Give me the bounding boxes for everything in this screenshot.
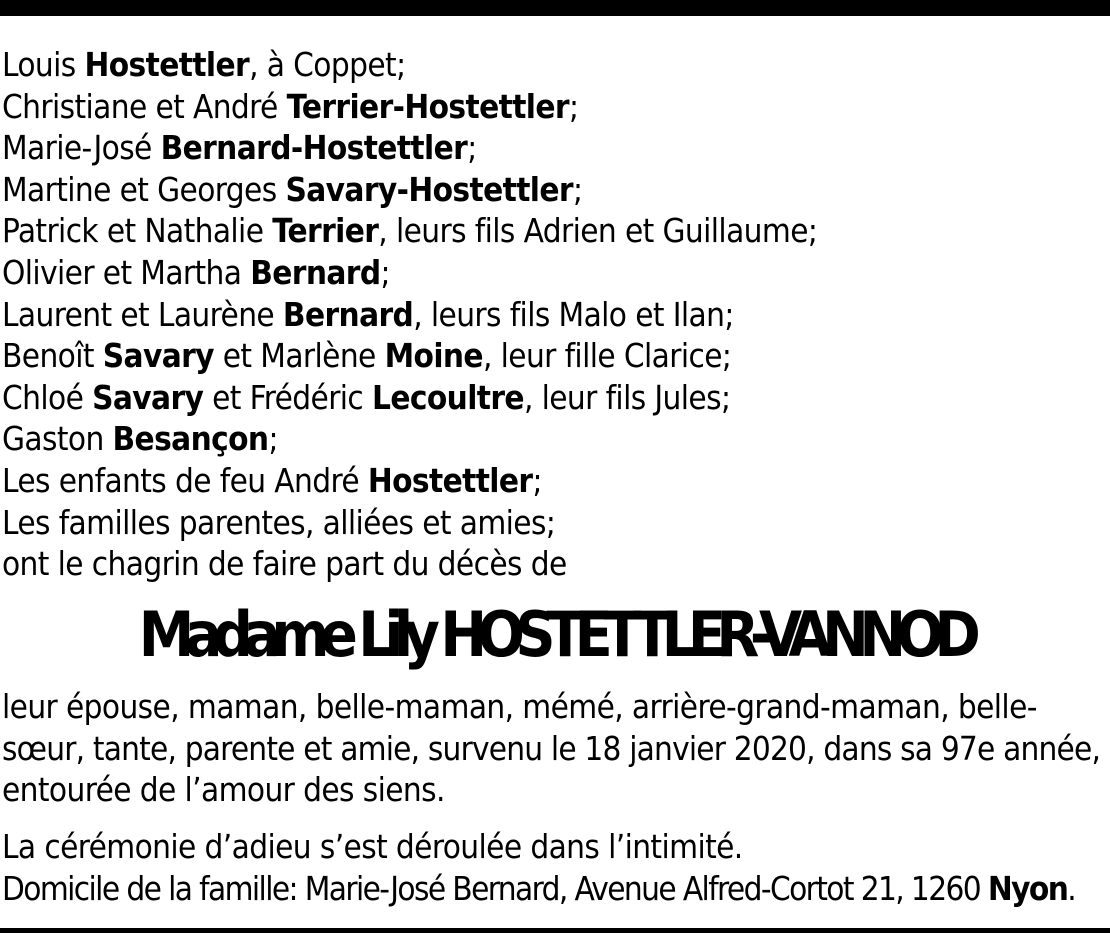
family-name: Besançon [112, 419, 269, 459]
mourner-text: , leurs fils Adrien et Guillaume; [378, 211, 818, 251]
mourner-text: Les enfants de feu André [2, 460, 368, 500]
mourner-text: ; [467, 128, 477, 168]
mourner-line [2, 377, 1102, 419]
domicile-text: Domicile de la famille: Marie-José Bernard, Avenue Alfred-Cortot 21, 1260 [2, 868, 988, 908]
mourner-line [2, 127, 1102, 169]
announcement-line: sœur, tante, parente et amie, survenu le 18 janvier 2020, dans sa 97e année, [2, 728, 1101, 768]
family-name: Hostettler [84, 45, 250, 84]
ceremony-line: La cérémonie d’adieu s’est déroulée dans l’intimité. [2, 827, 743, 866]
announcement-line: leur épouse, maman, belle-maman, mémé, arrière-grand-maman, belle- [2, 687, 1037, 726]
mourner-text: ; [268, 419, 278, 459]
top-rule [0, 0, 1110, 16]
mourner-text: Marie-José [2, 128, 161, 168]
mourner-line [2, 252, 1102, 294]
mourner-text: Louis [2, 45, 85, 84]
mourner-text: Benoît [2, 336, 103, 376]
mourner-text: , leur fille Clarice; [482, 336, 732, 376]
mourner-line [2, 210, 1102, 252]
mourner-text: Chloé [2, 377, 93, 417]
mourner-line [2, 294, 1102, 336]
mourner-text: ; [380, 252, 390, 292]
mourner-line [2, 460, 1102, 502]
family-name: Savary [102, 336, 214, 376]
family-name: Savary [92, 377, 204, 417]
family-name: Terrier [272, 211, 379, 251]
family-name: Savary-Hostettler [285, 169, 573, 209]
announcement-paragraph [2, 686, 1108, 811]
mourner-text: , leurs fils Malo et Ilan; [413, 294, 734, 334]
mourner-line [2, 418, 1102, 460]
family-name: Hostettler [367, 460, 533, 500]
mourner-line [2, 169, 1102, 211]
mourner-text: ; [572, 169, 583, 209]
mourner-text: ; [532, 460, 542, 500]
ceremony-paragraph [2, 826, 1108, 909]
domicile-end: . [1067, 868, 1076, 908]
family-name: Lecoultre [372, 377, 524, 417]
mourner-line [2, 44, 1102, 86]
mourner-line [2, 543, 1102, 585]
mourner-line [2, 86, 1102, 128]
family-name: Moine [384, 336, 483, 376]
mourner-line [2, 335, 1102, 377]
mourners-list [2, 44, 1102, 585]
bottom-rule [0, 928, 1110, 933]
mourner-text: Olivier et Martha [2, 252, 251, 292]
mourner-text: , leur fils Jules; [523, 377, 731, 417]
mourner-text: ont le chagrin de faire part du décès de [2, 544, 567, 584]
mourner-text: Gaston [2, 419, 113, 459]
announcement-line: entourée de l’amour des siens. [2, 770, 445, 810]
mourner-text: Patrick et Nathalie [2, 211, 273, 251]
mourner-text: et Frédéric [203, 377, 372, 417]
mourner-text: Les familles parentes, alliées et amies; [2, 502, 556, 542]
family-name: Terrier-Hostettler [286, 86, 569, 126]
mourner-text: et Marlène [213, 336, 385, 376]
mourner-text: ; [568, 86, 579, 126]
domicile-city: Nyon [987, 868, 1068, 908]
mourner-text: Martine et Georges [2, 169, 286, 209]
family-name: Bernard [250, 252, 381, 292]
deceased-name: Madame Lily HOSTETTLER-VANNOD [138, 598, 972, 671]
mourner-line [2, 502, 1102, 544]
family-name: Bernard-Hostettler [160, 128, 468, 168]
mourner-text: , à Coppet; [249, 45, 406, 84]
family-name: Bernard [282, 294, 414, 334]
mourner-text: Christiane et André [2, 86, 287, 126]
mourner-text: Laurent et Laurène [2, 294, 283, 334]
domicile-line [2, 868, 1108, 910]
